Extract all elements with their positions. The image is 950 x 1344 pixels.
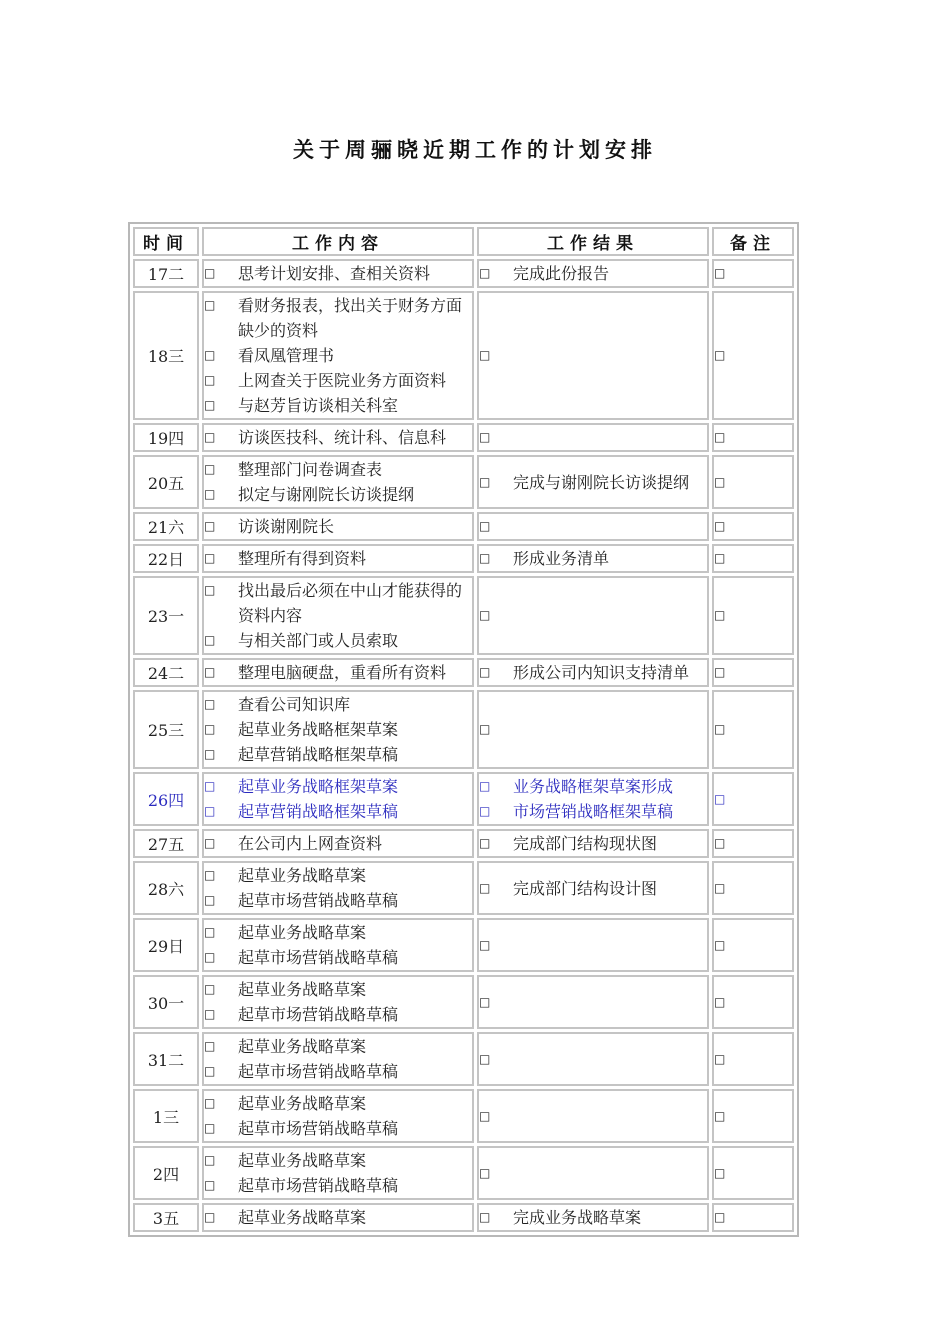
content-text: 起草业务战略草案 (238, 923, 367, 942)
checkbox-icon[interactable]: □ (714, 1210, 726, 1224)
content-text: 起草市场营销战略草稿 (238, 948, 399, 967)
content-item (204, 628, 472, 653)
result-item (479, 514, 707, 539)
checkbox-icon[interactable]: □ (204, 779, 216, 793)
checkbox-icon[interactable]: □ (479, 779, 491, 793)
checkbox-icon[interactable]: □ (714, 880, 726, 895)
checkbox-icon[interactable]: □ (204, 519, 216, 533)
checkbox-icon[interactable]: □ (204, 398, 216, 412)
result-text: 市场营销战略框架草稿 (513, 802, 674, 821)
note-cell (712, 576, 794, 655)
content-text: 起草营销战略框架草稿 (238, 745, 399, 764)
result-item (479, 603, 707, 628)
content-item (204, 482, 472, 507)
checkbox-icon[interactable]: □ (479, 804, 491, 818)
checkbox-icon[interactable]: □ (204, 950, 216, 964)
table-row (133, 861, 794, 915)
plan-table (128, 222, 799, 1237)
note-cell (712, 1032, 794, 1086)
content-item (204, 514, 472, 539)
content-text: 在公司内上网查资料 (238, 834, 383, 853)
result-item (479, 546, 707, 571)
checkbox-icon[interactable]: □ (479, 1165, 491, 1180)
checkbox-icon[interactable]: □ (479, 608, 491, 622)
table-row (133, 772, 794, 826)
checkbox-icon[interactable]: □ (204, 430, 216, 444)
content-text: 起草业务战略草案 (238, 1151, 367, 1170)
checkbox-icon[interactable]: □ (204, 1210, 216, 1224)
note-cell (712, 544, 794, 573)
note-cell (712, 772, 794, 826)
content-item (204, 831, 472, 856)
content-item (204, 692, 472, 717)
checkbox-icon[interactable]: □ (204, 633, 216, 647)
table-row (133, 658, 794, 687)
note-cell (712, 861, 794, 915)
note-cell (712, 259, 794, 288)
checkbox-icon[interactable]: □ (204, 747, 216, 761)
content-cell (202, 576, 474, 655)
result-item (479, 799, 707, 824)
checkbox-icon[interactable]: □ (204, 462, 216, 476)
content-cell (202, 829, 474, 858)
table-row (133, 259, 794, 288)
content-cell (202, 1089, 474, 1143)
checkbox-icon[interactable]: □ (204, 697, 216, 711)
content-item (204, 977, 472, 1002)
result-text: 完成部门结构现状图 (513, 834, 658, 853)
result-cell (477, 1032, 709, 1086)
result-text: 完成与谢刚院长访谈提纲 (513, 472, 690, 492)
table-row (133, 1203, 794, 1232)
content-text: 拟定与谢刚院长访谈提纲 (238, 485, 415, 504)
result-text: 完成部门结构设计图 (513, 878, 658, 898)
result-item (479, 831, 707, 856)
result-text: 形成公司内知识支持清单 (513, 663, 690, 682)
checkbox-icon[interactable]: □ (714, 519, 726, 533)
note-cell (712, 423, 794, 452)
content-text: 访谈医技科、统计科、信息科 (238, 428, 447, 447)
content-text: 起草业务战略草案 (238, 1037, 367, 1056)
checkbox-icon[interactable]: □ (204, 665, 216, 679)
checkbox-icon[interactable]: □ (204, 1064, 216, 1078)
content-cell (202, 772, 474, 826)
checkbox-icon[interactable]: □ (204, 982, 216, 996)
date-cell: 28六 (133, 861, 199, 915)
note-cell (712, 918, 794, 972)
checkbox-icon[interactable]: □ (204, 487, 216, 501)
content-cell (202, 259, 474, 288)
date-cell: 26四 (133, 772, 199, 826)
checkbox-icon[interactable]: □ (204, 551, 216, 565)
result-text: 业务战略框架草案形成 (513, 777, 674, 796)
content-item (204, 368, 472, 393)
result-cell (477, 576, 709, 655)
date-cell: 1三 (133, 1089, 199, 1143)
result-item (479, 261, 707, 286)
result-cell (477, 861, 709, 915)
checkbox-icon[interactable]: □ (204, 804, 216, 818)
date-cell: 3五 (133, 1203, 199, 1232)
result-cell (477, 918, 709, 972)
checkbox-icon[interactable]: □ (714, 474, 726, 489)
content-item (204, 393, 472, 418)
content-text: 起草业务战略框架草案 (238, 720, 399, 739)
checkbox-icon[interactable]: □ (714, 1108, 726, 1123)
checkbox-icon[interactable]: □ (714, 608, 726, 622)
table-row (133, 291, 794, 420)
content-cell (202, 1146, 474, 1200)
checkbox-icon[interactable]: □ (479, 474, 491, 489)
checkbox-icon[interactable]: □ (479, 994, 491, 1009)
checkbox-icon[interactable]: □ (714, 1051, 726, 1066)
content-cell (202, 512, 474, 541)
result-cell (477, 512, 709, 541)
result-cell (477, 1146, 709, 1200)
content-text: 起草营销战略框架草稿 (238, 802, 399, 821)
checkbox-icon[interactable]: □ (479, 1108, 491, 1123)
checkbox-icon[interactable]: □ (204, 925, 216, 939)
checkbox-icon[interactable]: □ (479, 836, 491, 850)
content-item (204, 888, 472, 913)
checkbox-icon[interactable]: □ (479, 665, 491, 679)
content-cell (202, 544, 474, 573)
checkbox-icon[interactable]: □ (479, 519, 491, 533)
checkbox-icon[interactable]: □ (204, 373, 216, 387)
checkbox-icon[interactable]: □ (714, 836, 726, 850)
result-item (479, 343, 707, 368)
date-cell: 17二 (133, 259, 199, 288)
content-item (204, 1002, 472, 1027)
content-item (204, 293, 472, 343)
date-cell: 22日 (133, 544, 199, 573)
table-row (133, 512, 794, 541)
note-cell (712, 975, 794, 1029)
result-text: 完成此份报告 (513, 264, 610, 283)
result-cell (477, 455, 709, 509)
checkbox-icon[interactable]: □ (204, 1153, 216, 1167)
checkbox-icon[interactable]: □ (479, 880, 491, 895)
content-item (204, 343, 472, 368)
table-row (133, 544, 794, 573)
checkbox-icon[interactable]: □ (714, 665, 726, 679)
content-item (204, 261, 472, 286)
result-cell (477, 259, 709, 288)
content-text: 起草业务战略草案 (238, 1094, 367, 1113)
content-item (204, 660, 472, 685)
checkbox-icon[interactable]: □ (479, 430, 491, 444)
content-item (204, 774, 472, 799)
checkbox-icon[interactable]: □ (714, 791, 726, 806)
content-item (204, 717, 472, 742)
content-item (204, 1059, 472, 1084)
checkbox-icon[interactable]: □ (714, 551, 726, 565)
checkbox-icon[interactable]: □ (204, 266, 216, 280)
content-item (204, 1173, 472, 1198)
result-cell (477, 690, 709, 769)
result-cell (477, 291, 709, 420)
content-text: 与相关部门或人员索取 (238, 631, 399, 650)
content-text: 起草业务战略草案 (238, 980, 367, 999)
result-item (479, 774, 707, 799)
checkbox-icon[interactable]: □ (714, 722, 726, 736)
checkbox-icon[interactable]: □ (714, 266, 726, 280)
content-item (204, 742, 472, 767)
table-row (133, 1146, 794, 1200)
checkbox-icon[interactable]: □ (204, 583, 216, 597)
checkbox-icon[interactable]: □ (204, 868, 216, 882)
checkbox-icon[interactable]: □ (479, 937, 491, 952)
table-row (133, 423, 794, 452)
result-item (479, 660, 707, 685)
result-cell (477, 544, 709, 573)
content-item (204, 863, 472, 888)
checkbox-icon[interactable]: □ (479, 348, 491, 362)
date-cell: 23一 (133, 576, 199, 655)
result-cell (477, 1203, 709, 1232)
date-cell: 20五 (133, 455, 199, 509)
date-cell: 29日 (133, 918, 199, 972)
page-title: 关于周骊晓近期工作的计划安排 (293, 137, 657, 162)
content-text: 看财务报表，找出关于财务方面缺少的资料 (238, 296, 463, 340)
content-text: 找出最后必须在中山才能获得的资料内容 (238, 581, 463, 625)
content-text: 起草市场营销战略草稿 (238, 891, 399, 910)
content-item (204, 578, 472, 628)
date-cell: 31二 (133, 1032, 199, 1086)
result-cell (477, 658, 709, 687)
result-item (479, 876, 707, 901)
result-item (479, 470, 707, 495)
content-item (204, 1148, 472, 1173)
checkbox-icon[interactable]: □ (204, 1039, 216, 1053)
checkbox-icon[interactable]: □ (479, 722, 491, 736)
checkbox-icon[interactable]: □ (204, 348, 216, 362)
content-text: 起草业务战略框架草案 (238, 777, 399, 796)
result-cell (477, 975, 709, 1029)
content-text: 起草业务战略草案 (238, 866, 367, 885)
result-text: 形成业务清单 (513, 549, 610, 568)
table-row (133, 576, 794, 655)
checkbox-icon[interactable]: □ (204, 836, 216, 850)
checkbox-icon[interactable]: □ (204, 893, 216, 907)
result-item (479, 425, 707, 450)
date-cell: 2四 (133, 1146, 199, 1200)
date-cell: 27五 (133, 829, 199, 858)
table-row (133, 829, 794, 858)
note-cell (712, 291, 794, 420)
checkbox-icon[interactable]: □ (204, 1121, 216, 1135)
result-cell (477, 829, 709, 858)
content-text: 起草市场营销战略草稿 (238, 1119, 399, 1138)
date-cell: 19四 (133, 423, 199, 452)
checkbox-icon[interactable]: □ (479, 1051, 491, 1066)
note-cell (712, 1146, 794, 1200)
content-cell (202, 975, 474, 1029)
result-item (479, 1104, 707, 1129)
plan-body (133, 259, 794, 1232)
header-time: 时间 (133, 227, 199, 256)
checkbox-icon[interactable]: □ (204, 722, 216, 736)
table-row (133, 975, 794, 1029)
checkbox-icon[interactable]: □ (479, 266, 491, 280)
note-cell (712, 512, 794, 541)
note-cell (712, 829, 794, 858)
content-item (204, 425, 472, 450)
content-cell (202, 423, 474, 452)
checkbox-icon[interactable]: □ (204, 298, 216, 312)
content-item (204, 546, 472, 571)
content-cell (202, 1032, 474, 1086)
table-row (133, 918, 794, 972)
content-cell (202, 690, 474, 769)
date-cell: 18三 (133, 291, 199, 420)
content-text: 查看公司知识库 (238, 695, 351, 714)
checkbox-icon[interactable]: □ (204, 1096, 216, 1110)
content-text: 与赵芳旨访谈相关科室 (238, 396, 399, 415)
result-cell (477, 1089, 709, 1143)
checkbox-icon[interactable]: □ (204, 1178, 216, 1192)
header-result: 工作结果 (477, 227, 709, 256)
checkbox-icon[interactable]: □ (479, 1210, 491, 1224)
checkbox-icon[interactable]: □ (714, 1165, 726, 1180)
content-item (204, 799, 472, 824)
table-row (133, 1089, 794, 1143)
checkbox-icon[interactable]: □ (714, 994, 726, 1009)
checkbox-icon[interactable]: □ (479, 551, 491, 565)
table-row (133, 1032, 794, 1086)
content-cell (202, 291, 474, 420)
content-text: 思考计划安排、查相关资料 (238, 264, 431, 283)
result-text: 完成业务战略草案 (513, 1208, 642, 1227)
content-item (204, 920, 472, 945)
result-item (479, 717, 707, 742)
content-cell (202, 658, 474, 687)
date-cell: 21六 (133, 512, 199, 541)
content-cell (202, 1203, 474, 1232)
content-item (204, 1091, 472, 1116)
checkbox-icon[interactable]: □ (714, 348, 726, 362)
result-cell (477, 772, 709, 826)
content-text: 起草市场营销战略草稿 (238, 1176, 399, 1195)
date-cell: 30一 (133, 975, 199, 1029)
content-item (204, 457, 472, 482)
note-cell (712, 690, 794, 769)
content-text: 整理所有得到资料 (238, 549, 367, 568)
content-text: 起草市场营销战略草稿 (238, 1005, 399, 1024)
content-cell (202, 918, 474, 972)
date-cell: 24二 (133, 658, 199, 687)
checkbox-icon[interactable]: □ (714, 430, 726, 444)
date-cell: 25三 (133, 690, 199, 769)
content-text: 起草业务战略草案 (238, 1208, 367, 1227)
table-row (133, 455, 794, 509)
content-item (204, 1034, 472, 1059)
header-row (133, 227, 794, 256)
content-text: 访谈谢刚院长 (238, 517, 335, 536)
content-text: 整理部门问卷调查表 (238, 460, 383, 479)
note-cell (712, 1089, 794, 1143)
content-item (204, 945, 472, 970)
result-cell (477, 423, 709, 452)
content-text: 看凤凰管理书 (238, 346, 335, 365)
note-cell (712, 455, 794, 509)
content-item (204, 1116, 472, 1141)
checkbox-icon[interactable]: □ (714, 937, 726, 952)
content-item (204, 1205, 472, 1230)
result-item (479, 990, 707, 1015)
content-text: 上网查关于医院业务方面资料 (238, 371, 447, 390)
note-cell (712, 1203, 794, 1232)
table-row (133, 690, 794, 769)
header-content: 工作内容 (202, 227, 474, 256)
result-item (479, 1047, 707, 1072)
content-cell (202, 861, 474, 915)
content-cell (202, 455, 474, 509)
result-item (479, 1205, 707, 1230)
result-item (479, 1161, 707, 1186)
checkbox-icon[interactable]: □ (204, 1007, 216, 1021)
note-cell (712, 658, 794, 687)
content-text: 整理电脑硬盘，重看所有资料 (238, 663, 447, 682)
header-note: 备注 (712, 227, 794, 256)
content-text: 起草市场营销战略草稿 (238, 1062, 399, 1081)
result-item (479, 933, 707, 958)
